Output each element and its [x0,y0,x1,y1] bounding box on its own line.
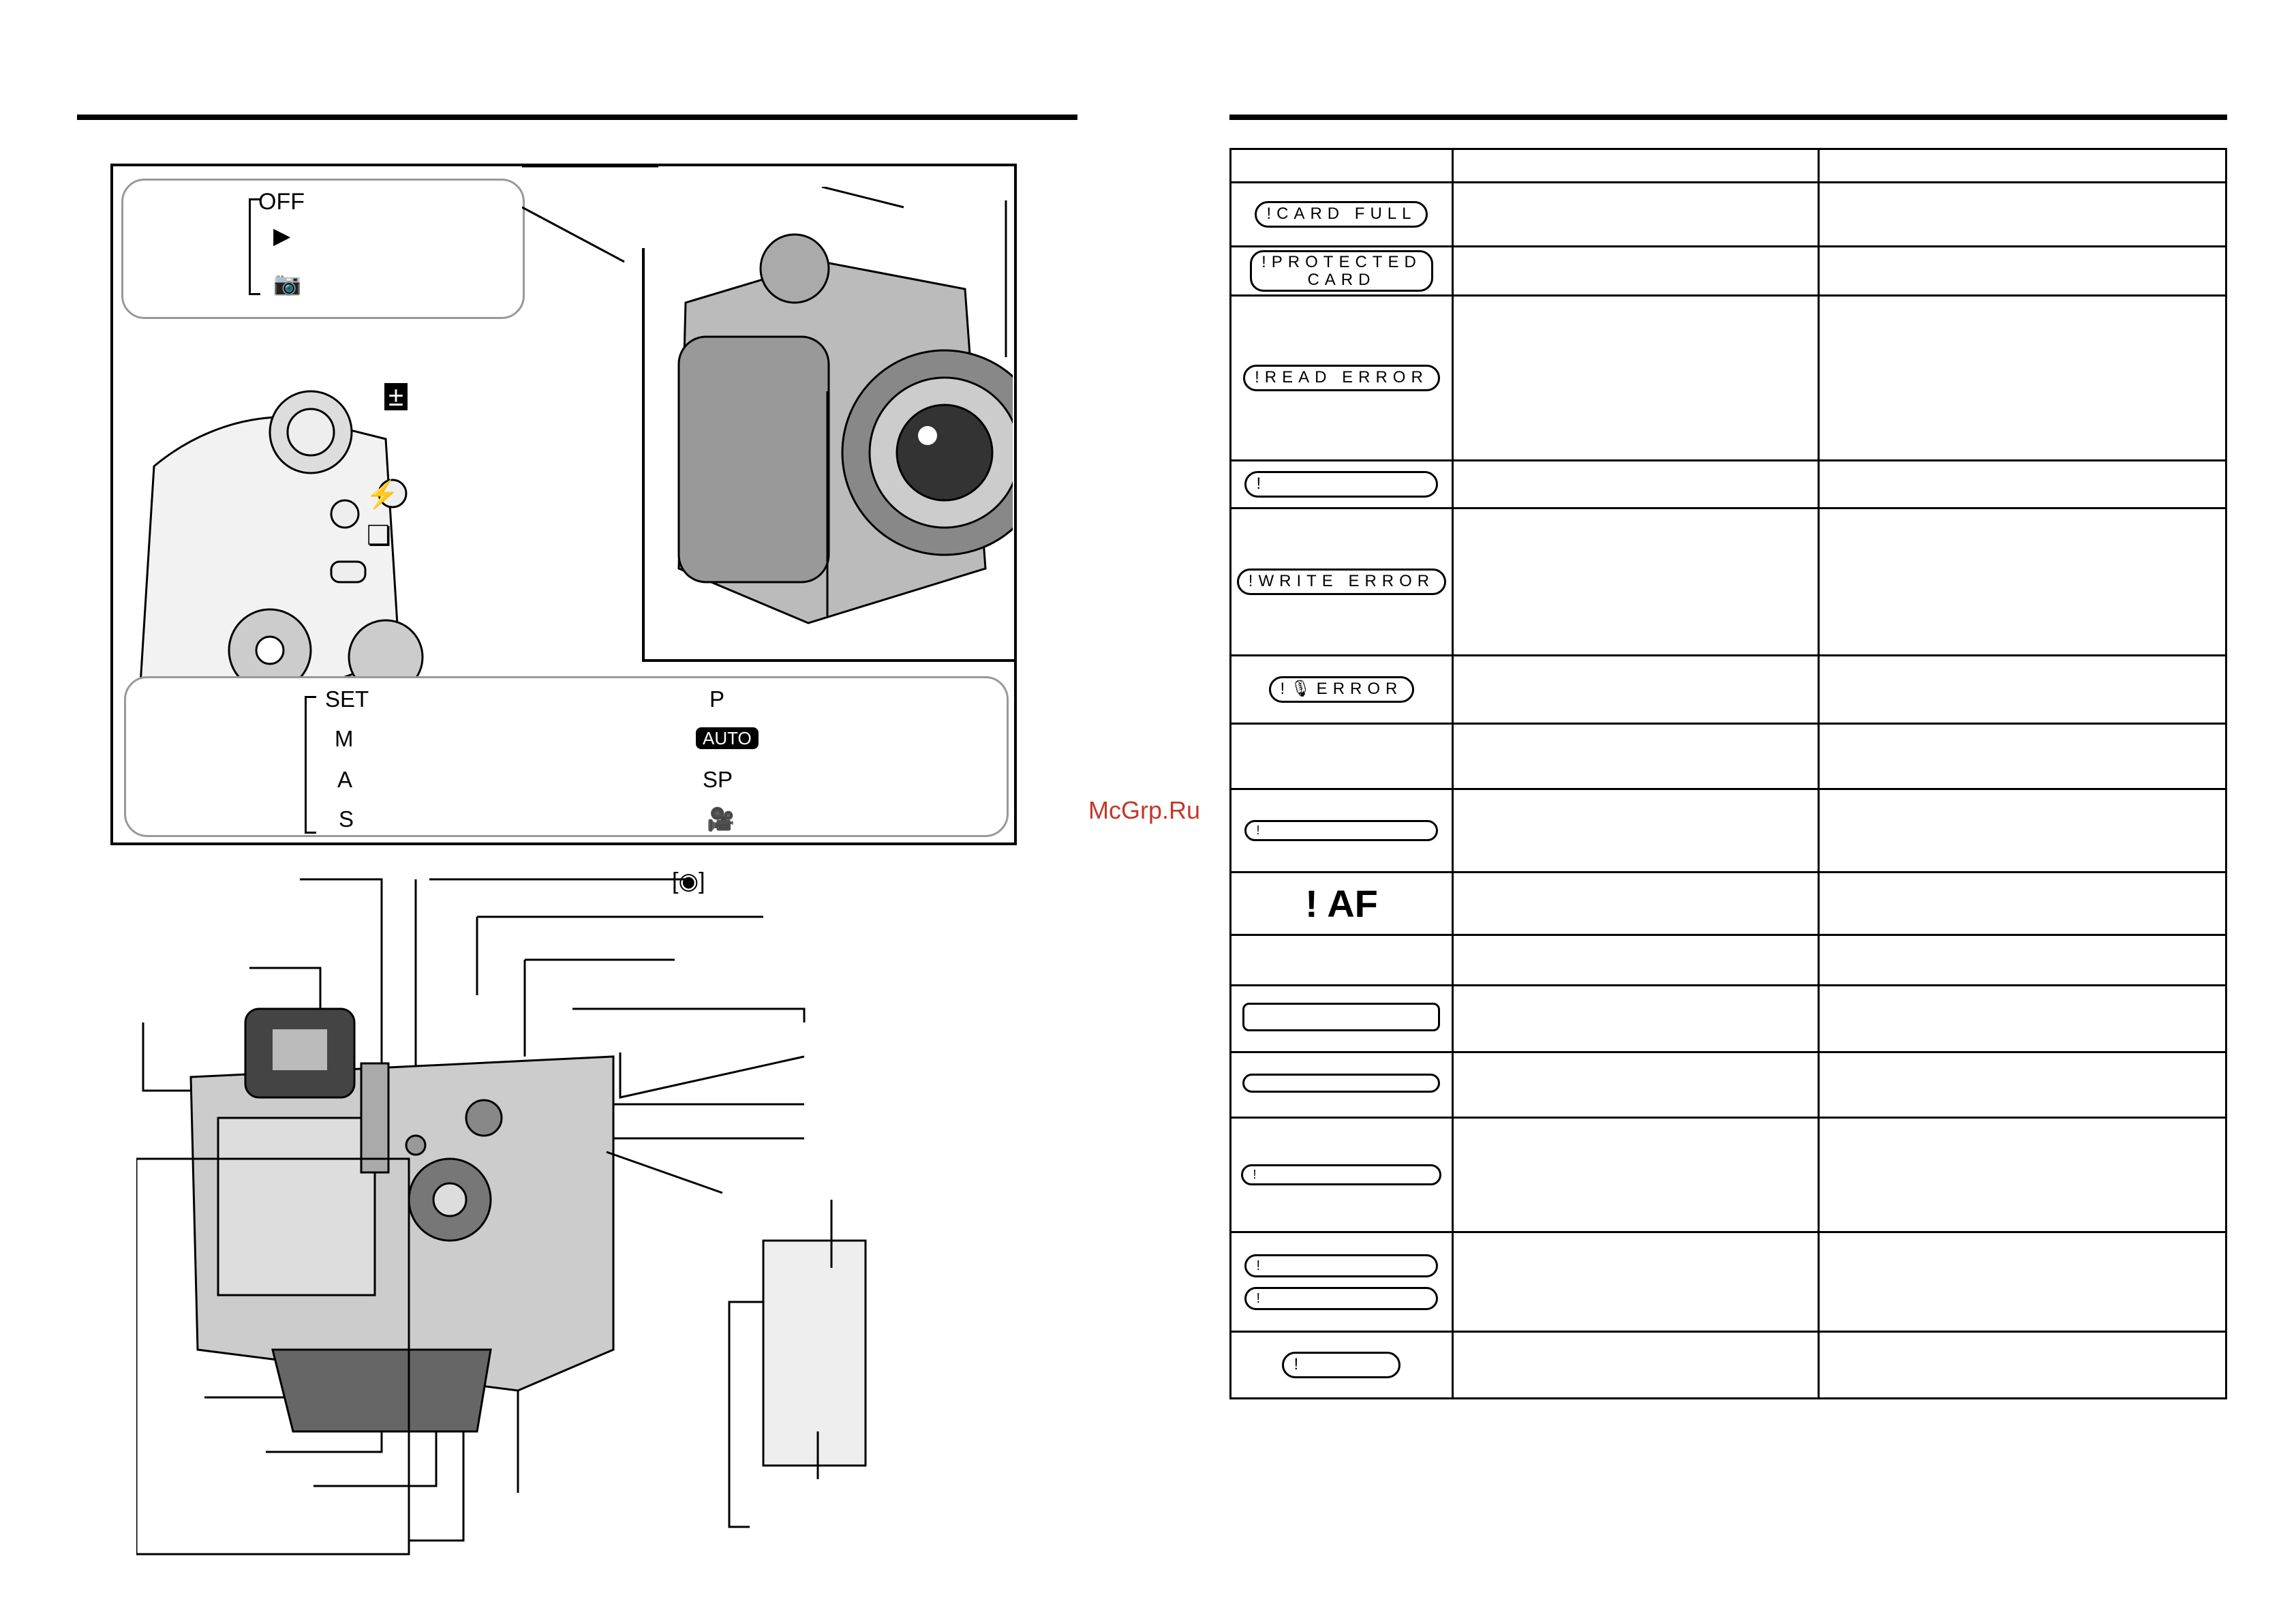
camera-rear-illustration [136,873,1002,1561]
camera-icon: 📷 [273,271,302,296]
mode-sp: SP [703,767,733,792]
table-row [1231,789,2226,873]
mode-a: A [337,767,353,792]
mode-auto: AUTO [696,727,759,749]
display-warning-double-a: ! [1244,1254,1438,1277]
display-af-warning: ! AF [1305,882,1378,925]
watermark: McGrp.Ru [1088,796,1201,824]
table-row [1231,935,2226,986]
display-warning-double-b: ! [1244,1287,1438,1310]
table-row [1231,296,2226,461]
display-card-full: !CARD FULL [1255,201,1428,228]
mode-s: S [339,806,354,832]
playback-icon: ▶ [273,223,291,248]
display-voice-error: !🎙ERROR [1269,676,1415,703]
mode-p: P [709,686,725,712]
display-warning-long-3: ! [1241,1164,1441,1186]
camera-parts-figure [110,164,1017,845]
table-row [1231,873,2226,935]
camera-front-illustration [658,187,1013,650]
table-row [1231,461,2226,509]
mode-dial-callout [124,676,1009,837]
display-bar-blank [1242,1074,1440,1093]
mode-set: SET [325,686,369,712]
table-row [1231,656,2226,724]
exposure-compensation-icon: ± [384,383,408,410]
mode-dial-bracket [305,696,316,834]
table-row [1231,1118,2226,1232]
display-read-error: !READ ERROR [1243,365,1440,391]
left-page-rule [77,115,1077,120]
display-warning-short: ! [1282,1352,1400,1378]
table-row [1231,724,2226,789]
error-message-table [1229,148,2227,1399]
power-off-label: OFF [258,189,305,215]
display-warning-long: ! [1244,471,1438,498]
display-write-error: !WRITE ERROR [1237,568,1446,595]
table-row [1231,509,2226,656]
flash-icon: ⚡ [365,480,399,510]
table-row [1231,1232,2226,1332]
continuous-shooting-icon: ❏ [367,521,391,551]
table-row [1231,247,2226,296]
table-row [1231,986,2226,1052]
mode-m: M [335,726,354,751]
display-box-blank [1242,1003,1440,1031]
right-page-rule [1229,115,2227,120]
table-row [1231,183,2226,247]
af-lock-icon: [◉] [672,868,705,894]
table-row [1231,1052,2226,1118]
table-header-row [1231,149,2226,183]
table-row [1231,1332,2226,1399]
power-switch-callout [121,179,525,319]
display-warning-long-2: ! [1244,820,1438,842]
power-bracket [249,198,260,295]
display-protected-card: !PROTECTED CARD [1250,250,1433,291]
mode-movie: 🎥 [707,806,735,832]
